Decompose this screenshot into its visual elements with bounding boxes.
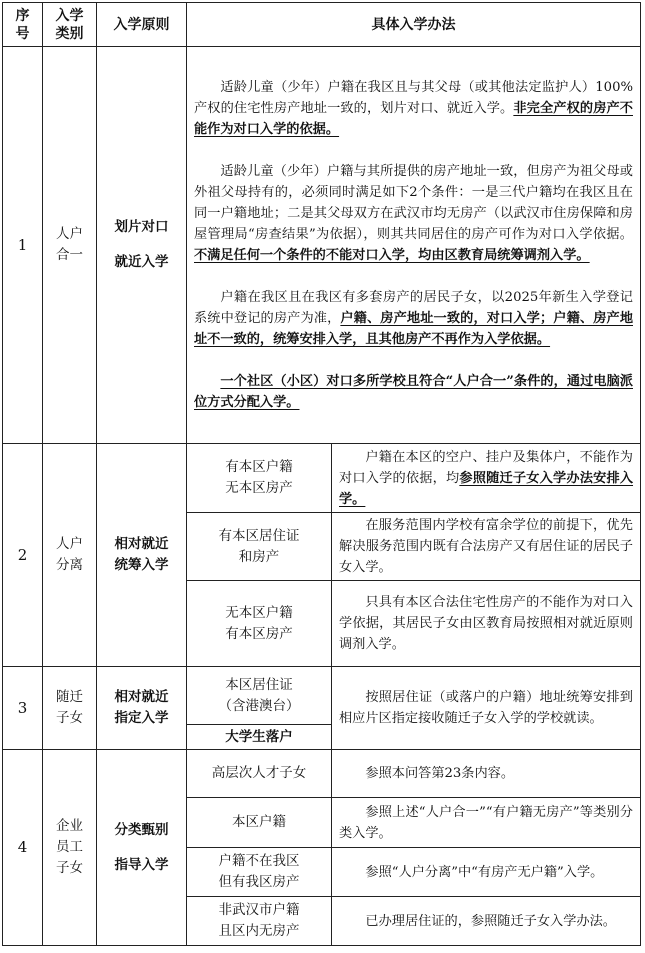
row2-seq: 2: [3, 444, 43, 667]
row2-desc: 只具有本区合法住宅性房产的不能作为对口入学依据，其居民子女由区教育局按照相对就近原则调剂入学。: [332, 581, 641, 667]
row1-paragraph: 户籍在我区且在我区有多套房产的居民子女，以2025年新生入学登记系统中登记的房产为准，户籍、房产地址一致的，对口入学；户籍、房产地址不一致的，统筹安排入学，且其他房产不再作为入学依据。: [194, 290, 633, 347]
row2-principle: 相对就近 统筹入学: [97, 444, 187, 667]
row2-type: 有本区户籍 无本区房产: [187, 444, 332, 513]
row1-paragraph: 适龄儿童（少年）户籍与其所提供的房产地址一致，但房产为祖父母或外祖父母持有的，必须同时满足如下2个条件：一是三代户籍均在我区且在同一户籍地址；二是其父母双方在武汉市均无房产（以武汉市住房保障和房屋管理局“房查结果”为依据），则其共同居住的房产可作为对口入学依据。不满足任何一个条件的不能对口入学，均由区教育局统筹调剂入学。: [194, 164, 633, 263]
row1-method: [187, 47, 641, 444]
admission-table: [2, 2, 641, 946]
row2-desc: 在服务范围内学校有富余学位的前提下，优先解决服务范围内既有合法房产又有居住证的居民子女入学。: [332, 513, 641, 581]
row4-desc: 参照本问答第23条内容。: [332, 750, 641, 798]
header-method: 具体入学办法: [187, 3, 641, 47]
row1-principle: 划片对口 就近入学: [97, 47, 187, 444]
row4-desc: 参照“人户分离”中“有房产无户籍”入学。: [332, 848, 641, 897]
header-seq: 序号: [3, 3, 43, 47]
row4-category: 企业员工子女: [43, 750, 97, 946]
row3-type: 大学生落户: [187, 725, 332, 750]
row4-type: 非武汉市户籍 且区内无房产: [187, 897, 332, 946]
row3-category: 随迁子女: [43, 667, 97, 750]
row1-paragraph: 适龄儿童（少年）户籍在我区且与其父母（或其他法定监护人）100%产权的住宅性房产地址一致的，划片对口、就近入学。非完全产权的房产不能作为对口入学的依据。: [194, 80, 633, 137]
row1-seq: 1: [3, 47, 43, 444]
header-principle: 入学原则: [97, 3, 187, 47]
row3-seq: 3: [3, 667, 43, 750]
row2-type: 有本区居住证 和房产: [187, 513, 332, 581]
row4-type: 户籍不在我区 但有我区房产: [187, 848, 332, 897]
row2-category: 人户分离: [43, 444, 97, 667]
row1-category: 人户合一: [43, 47, 97, 444]
row3-principle: 相对就近 指定入学: [97, 667, 187, 750]
row3-desc: 按照居住证（或落户的户籍）地址统筹安排到相应片区指定接收随迁子女入学的学校就读。: [332, 667, 641, 750]
row1-paragraph: 一个社区（小区）对口多所学校且符合“人户合一”条件的，通过电脑派位方式分配入学。: [194, 374, 633, 410]
row4-desc: 已办理居住证的，参照随迁子女入学办法。: [332, 897, 641, 946]
row4-principle: 分类甄别 指导入学: [97, 750, 187, 946]
row4-type: 高层次人才子女: [187, 750, 332, 798]
header-category: 入学类别: [43, 3, 97, 47]
row2-desc: 户籍在本区的空户、挂户及集体户，不能作为对口入学的依据，均参照随迁子女入学办法安排入学。: [332, 444, 641, 513]
row4-type: 本区户籍: [187, 798, 332, 848]
row2-type: 无本区户籍 有本区房产: [187, 581, 332, 667]
row4-seq: 4: [3, 750, 43, 946]
row4-desc: 参照上述“人户合一”“有户籍无房产”等类别分类入学。: [332, 798, 641, 848]
row3-type: 本区居住证 （含港澳台）: [187, 667, 332, 725]
